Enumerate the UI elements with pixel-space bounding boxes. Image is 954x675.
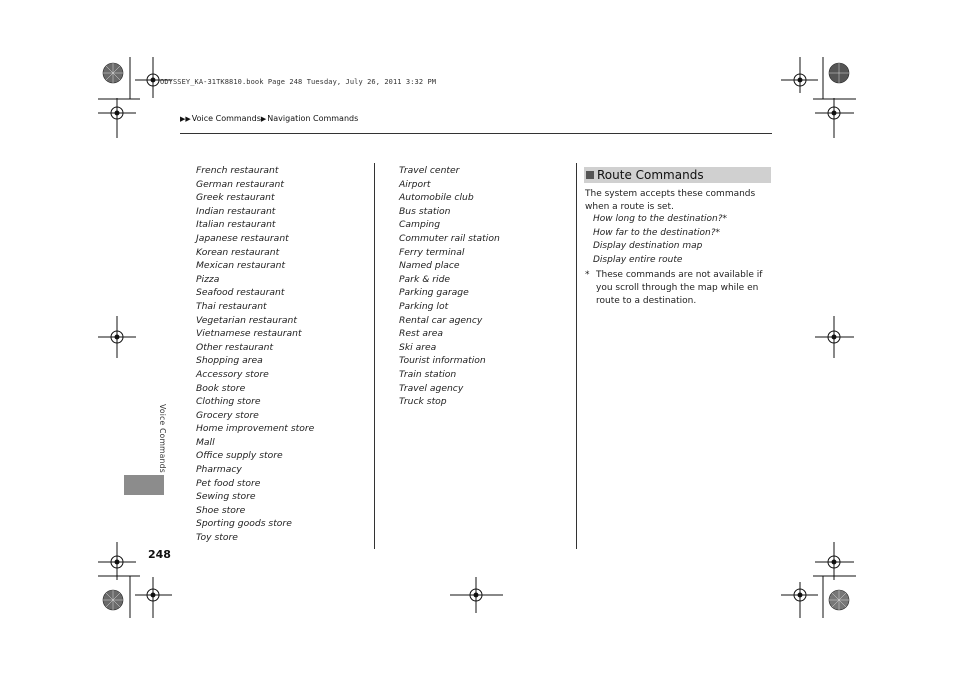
list-item: Rest area xyxy=(399,328,444,340)
footnote-marker: * xyxy=(585,270,590,280)
list-item: Home improvement store xyxy=(196,423,315,435)
list-item: Mexican restaurant xyxy=(196,260,286,272)
list-item: Shoe store xyxy=(196,504,246,516)
list-item: Travel agency xyxy=(399,382,464,394)
header-rule xyxy=(180,133,772,134)
list-item: Grocery store xyxy=(196,409,259,421)
list-item: Airport xyxy=(399,178,431,190)
list-item: Pet food store xyxy=(196,477,261,489)
section-title: Route Commands xyxy=(597,168,704,182)
list-item: Thai restaurant xyxy=(196,300,267,312)
list-item: Ski area xyxy=(399,341,437,353)
command-list-column-1 xyxy=(196,164,314,545)
list-item: Accessory store xyxy=(196,368,269,380)
route-commands-heading xyxy=(584,167,771,183)
column-divider xyxy=(374,163,375,549)
breadcrumb-item-navigation-commands[interactable]: Navigation Commands xyxy=(267,114,359,123)
list-item: Vietnamese restaurant xyxy=(196,328,302,340)
double-arrow-icon: ▶▶ xyxy=(180,114,191,123)
list-item: Indian restaurant xyxy=(196,205,276,217)
list-item: Seafood restaurant xyxy=(196,287,285,299)
list-item: Book store xyxy=(196,382,246,394)
list-item: Shopping area xyxy=(196,355,263,367)
list-item: Vegetarian restaurant xyxy=(196,314,297,326)
list-item: Camping xyxy=(399,219,441,231)
list-item: Named place xyxy=(399,260,460,272)
list-item: Automobile club xyxy=(399,192,474,204)
list-item: Other restaurant xyxy=(196,341,274,353)
list-item: Toy store xyxy=(196,532,238,544)
list-item: Ferry terminal xyxy=(399,246,465,258)
list-item: Train station xyxy=(399,368,457,380)
breadcrumb-item-voice-commands[interactable]: Voice Commands xyxy=(191,114,261,123)
square-bullet-icon xyxy=(586,171,594,179)
book-file-header: ODYSSEY_KA-31TK8810.book Page 248 Tuesday, July 26, 2011 3:32 PM xyxy=(160,78,437,86)
side-tab-marker xyxy=(124,475,164,495)
list-item: Tourist information xyxy=(399,355,486,367)
list-item: Travel center xyxy=(399,165,460,176)
list-item: How long to the destination?* xyxy=(593,214,728,224)
list-item: French restaurant xyxy=(196,165,279,176)
list-item: Commuter rail station xyxy=(399,232,500,244)
footnote xyxy=(585,269,773,307)
column-divider xyxy=(576,163,577,549)
footnote-text: These commands are not available if you scroll through the map while en route to a destination. xyxy=(596,270,763,306)
command-list-column-2 xyxy=(399,164,500,409)
list-item: Mall xyxy=(196,436,215,448)
list-item: Display destination map xyxy=(593,241,703,252)
list-item: Korean restaurant xyxy=(196,246,280,258)
list-item: German restaurant xyxy=(196,178,284,190)
list-item: Pharmacy xyxy=(196,464,242,476)
list-item: Display entire route xyxy=(593,254,683,265)
list-item: Parking garage xyxy=(399,287,469,299)
list-item: Sporting goods store xyxy=(196,518,292,530)
page-number: 248 xyxy=(148,548,171,561)
list-item: Bus station xyxy=(399,205,451,217)
list-item: Japanese restaurant xyxy=(196,232,289,244)
list-item: Park & ride xyxy=(399,273,451,285)
list-item: Greek restaurant xyxy=(196,192,275,204)
list-item: Clothing store xyxy=(196,396,261,408)
list-item: Office supply store xyxy=(196,450,283,462)
list-item: Parking lot xyxy=(399,300,449,312)
list-item: Sewing store xyxy=(196,491,256,503)
list-item: Rental car agency xyxy=(399,314,483,326)
arrow-right-icon: ▶ xyxy=(260,114,267,123)
route-command-list xyxy=(593,213,727,267)
list-item: Pizza xyxy=(196,273,220,285)
list-item: How far to the destination?* xyxy=(593,227,720,238)
breadcrumb xyxy=(180,114,358,123)
route-intro-text: The system accepts these commands when a route is set. xyxy=(585,189,756,212)
list-item: Italian restaurant xyxy=(196,219,276,231)
side-tab-label: Voice Commands xyxy=(158,404,167,473)
list-item: Truck stop xyxy=(399,396,447,408)
